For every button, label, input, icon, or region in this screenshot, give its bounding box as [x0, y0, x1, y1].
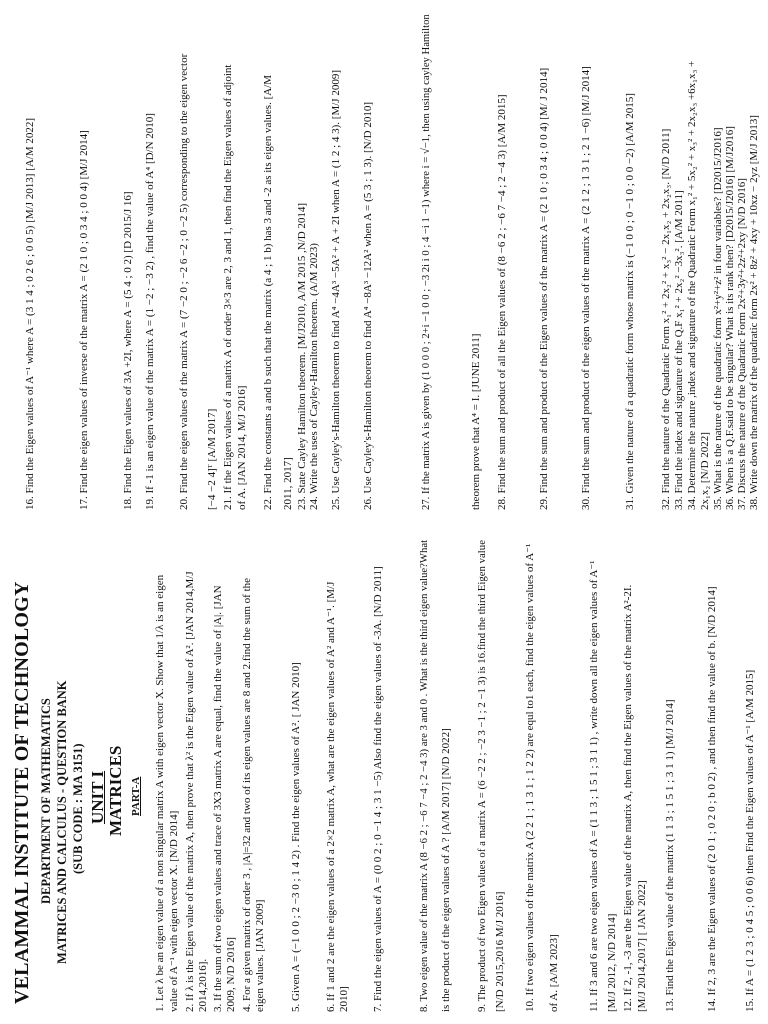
question-line: 32. Find the nature of the Quadratic Form x₁² + 2x₂² + x₃² − 2x₁x₂ + 2x₂x₃. [N/D 2011] [660, 128, 672, 510]
question-line: 38. Write down the matrix of the quadratic form 2x² + 8z² + 4xy + 10xz − 2yz [M/J 2013] [748, 115, 760, 510]
question-line: 18. Find the Eigen values of 3A +2I, where A = (5 4 ; 0 2) [D 2015/J 16] [122, 191, 134, 510]
question-line: 7. Find the eigen values of A = (0 0 2 ; 0 −1 4 ; 3 1 −5) Also find the eigen values of -3A. [N/D 2011] [372, 566, 384, 1012]
question-line: 30. Find the sum and product of the eigen values of the matrix A = (2 1 2 ; 1 3 1 ; 2 1 −6) [M/J 2014] [580, 66, 592, 510]
question-line: 1. Let λ be an eigen value of a non singular matrix A with eigen vector X. Show that 1/λ is an eigen [154, 574, 166, 1012]
question-line: 6. If 1 and 2 are the eigen values of a 2×2 matrix A, what are the eigen values of A² and A⁻¹. [M/J [325, 581, 337, 1012]
question-line: 16. Find the Eigen values of A⁻¹ where A = (3 1 4 ; 0 2 6 ; 0 0 5) [M/J 2013] [A/M 2022] [24, 117, 36, 510]
question-line: 2010] [338, 986, 350, 1012]
question-line: 35. What is the nature of the quadratic form x²+y²+z² in four variables? [D2015/J2016] [712, 127, 724, 510]
question-line: 19. If -1 is an eigen value of the matrix A = (1 −2 ; −3 2) , find the value of A⁴ [D/N 2010] [144, 113, 156, 510]
question-line: [N/D 2015,2016 M/J 2016] [494, 891, 506, 1012]
question-line: 2. If λ is the Eigen value of the matrix A, then prove that λ² is the Eigen value of A². [JAN 2014,M/J [184, 571, 196, 1012]
question-line: 20. Find the eigen values of the matrix A = (7 −2 0 ; −2 6 −2 ; 0 −2 5) corresponding to the eigen vector [178, 53, 190, 510]
question-line: 27. If the matrix A is given by (1 0 0 0 ; 2+i −1 0 0 ; −3 2i i 0 ; 4 −i 1 −1) where i = √−1, then using cayley Hamilton [420, 14, 432, 510]
question-line: 11. If 3 and 6 are two eigen values of A = (1 1 3 ; 1 5 1 ; 3 1 1) , write down all the eigen values of A⁻¹ [588, 560, 600, 1012]
question-line: of A. [A/M 2023] [548, 934, 560, 1012]
question-line: 25. Use Cayley's-Hamilton theorem to find A⁴ −4A³ −5A² + A + 2I when A = (1 2 ; 4 3). [M/J 2009] [330, 69, 342, 510]
question-line: 8. Two eigen value of the matrix A (8 −6 2 ; −6 7 −4 ; 2 −4 3) are 3 and 0 . What is the third eigen value?What [418, 539, 430, 1012]
question-line: [−4 −2 4]ᵀ [A/M 2017] [206, 408, 218, 510]
question-line: 14. If 2, 3 are the Eigen values of (2 0 1 ; 0 2 0 ; b 0 2) , and then find the value of b. [N/D 2014] [706, 586, 718, 1012]
question-line: 28. Find the sum and product of all the Eigen values of (8 −6 2 ; −6 7 −4 ; 2 −4 3) [A/M 2015] [496, 94, 508, 510]
institute-title: VELAMMAL INSTITUTE OF TECHNOLOGY [11, 581, 33, 1004]
unit-heading: UNIT I [88, 770, 107, 824]
question-line: [M/J 2014,2017] [ JAN 2022] [636, 880, 648, 1012]
question-line: 2x₁x₂ [N/D 2022] [699, 432, 711, 510]
question-line: 34. Determine the nature ,index and signature of the Quadratic Form x₁² + 5x₂² + x₃² + 2x₂x₃ +6x₁x₃ + [686, 60, 698, 510]
question-line: 12. If 2, -1, -3 are the Eigen value of the matrix A, then find the Eigen values of the matrix A²-2I. [622, 584, 634, 1012]
question-line: 22. Find the constants a and b such that the matrix (a 4 ; 1 b) has 3 and -2 as its eigen values. [A/M [262, 74, 274, 510]
question-line: value of A⁻¹ with eigen vector X. [N/D 2014] [168, 810, 180, 1012]
question-line: 36. When is a Q.F.said to be singular? What is its rank then? [D2015/J2016] [M/J2016] [724, 126, 736, 510]
question-line: 2014,2016]. [197, 958, 209, 1012]
question-line: 37. Discuss the nature of the Quadratic Form 2x²+3y²+2z²+2xy [N/D 2016] [736, 178, 748, 510]
question-line: 4. For a given matrix of order 3 , |A|=32 and two of its eigen values are 8 and 2.find the sum of the [241, 577, 253, 1012]
question-line: 17. Find the eigen values of inverse of the matrix A = (2 1 0 ; 0 3 4 ; 0 0 4) [M/J 2014] [78, 130, 90, 510]
left-column [0, 526, 768, 1024]
department-name: DEPARTMENT OF MATHEMATICS [39, 698, 53, 904]
part-heading: PART-A [130, 776, 142, 816]
question-line: 24. Write the uses of Cayley-Hamilton theorem. (A/M 2023) [308, 243, 320, 510]
question-line: 10. If two eigen values of the matrix A (2 2 1 ; 1 3 1 ; 1 2 2) are equl to1 each, find the eigen values of A⁻¹ [524, 543, 536, 1012]
question-line: 13. Find the Eigen value of the matrix (1 1 3 ; 1 5 1 ; 3 1 1) [M/J 2014] [664, 699, 676, 1012]
question-line: 29. Find the sum and product of the Eigen values of the matrix A = (2 1 0 ; 0 3 4 ; 0 0 4) [M/ J 2014] [538, 67, 550, 510]
question-line: 23. State Cayley Hamilton theorem. [M/J2010, A/M 2015 ,N/D 2014] [296, 202, 308, 510]
question-line: is the product of the eigen values of A ? [A/M 2017] [N/D 2022] [440, 728, 452, 1012]
question-line: 9. The product of two Eigen values of a matrix A = (6 −2 2 ; −2 3 −1 ; 2 −1 3) is 16.find the third Eigen value [476, 540, 488, 1012]
question-line: 2011, 2017] [282, 457, 294, 510]
question-line: 2009, N/D 2016] [225, 937, 237, 1012]
question-line: of A. [JAN 2014, M/J 2016] [236, 385, 248, 510]
question-line: eigen values. [JAN 2009] [254, 899, 266, 1012]
question-line: [M/J 2012, N/D 2014] [606, 913, 618, 1012]
question-line: 21. If the Eigen values of a matrix A of order 3×3 are 2, 3 and 1, then find the Eigen values of adjoint [222, 64, 234, 510]
question-line: 33. Find the index and signature of the Q.F x₁² + 2x₂² −3x₃². [A/M 2011] [673, 190, 685, 510]
course-title: MATRICES AND CALCULUS - QUESTION BANK [55, 680, 69, 964]
question-line: 3. If the sum of two eigen values and trace of 3X3 matrix A are equal, find the value of |A|. [JAN [212, 585, 224, 1012]
question-line: theorem prove that A⁴ = I. [JUNE 2011] [470, 333, 482, 510]
unit-title: MATRICES [106, 745, 125, 836]
subject-code: (SUB CODE : MA 3151) [71, 743, 85, 874]
question-line: 31. Given the nature of a quadratic form whose matrix is (−1 0 0 ; 0 −1 0 ; 0 0 −2) [A/M 2015] [624, 93, 636, 510]
question-line: 15. If A = (1 2 3 ; 0 4 5 ; 0 0 6) then Find the Eigen values of A⁻¹ [A/M 2015] [744, 669, 756, 1012]
question-line: 26. Use Cayley's-Hamilton theorem to find A⁴ −8A³ −12A² when A = (5 3 ; 1 3). [N/D 2010] [362, 101, 374, 510]
question-line: 5. Given A = (−1 0 0 ; 2 −3 0 ; 1 4 2) . Find the eigen values of A². [ JAN 2010] [290, 662, 302, 1012]
